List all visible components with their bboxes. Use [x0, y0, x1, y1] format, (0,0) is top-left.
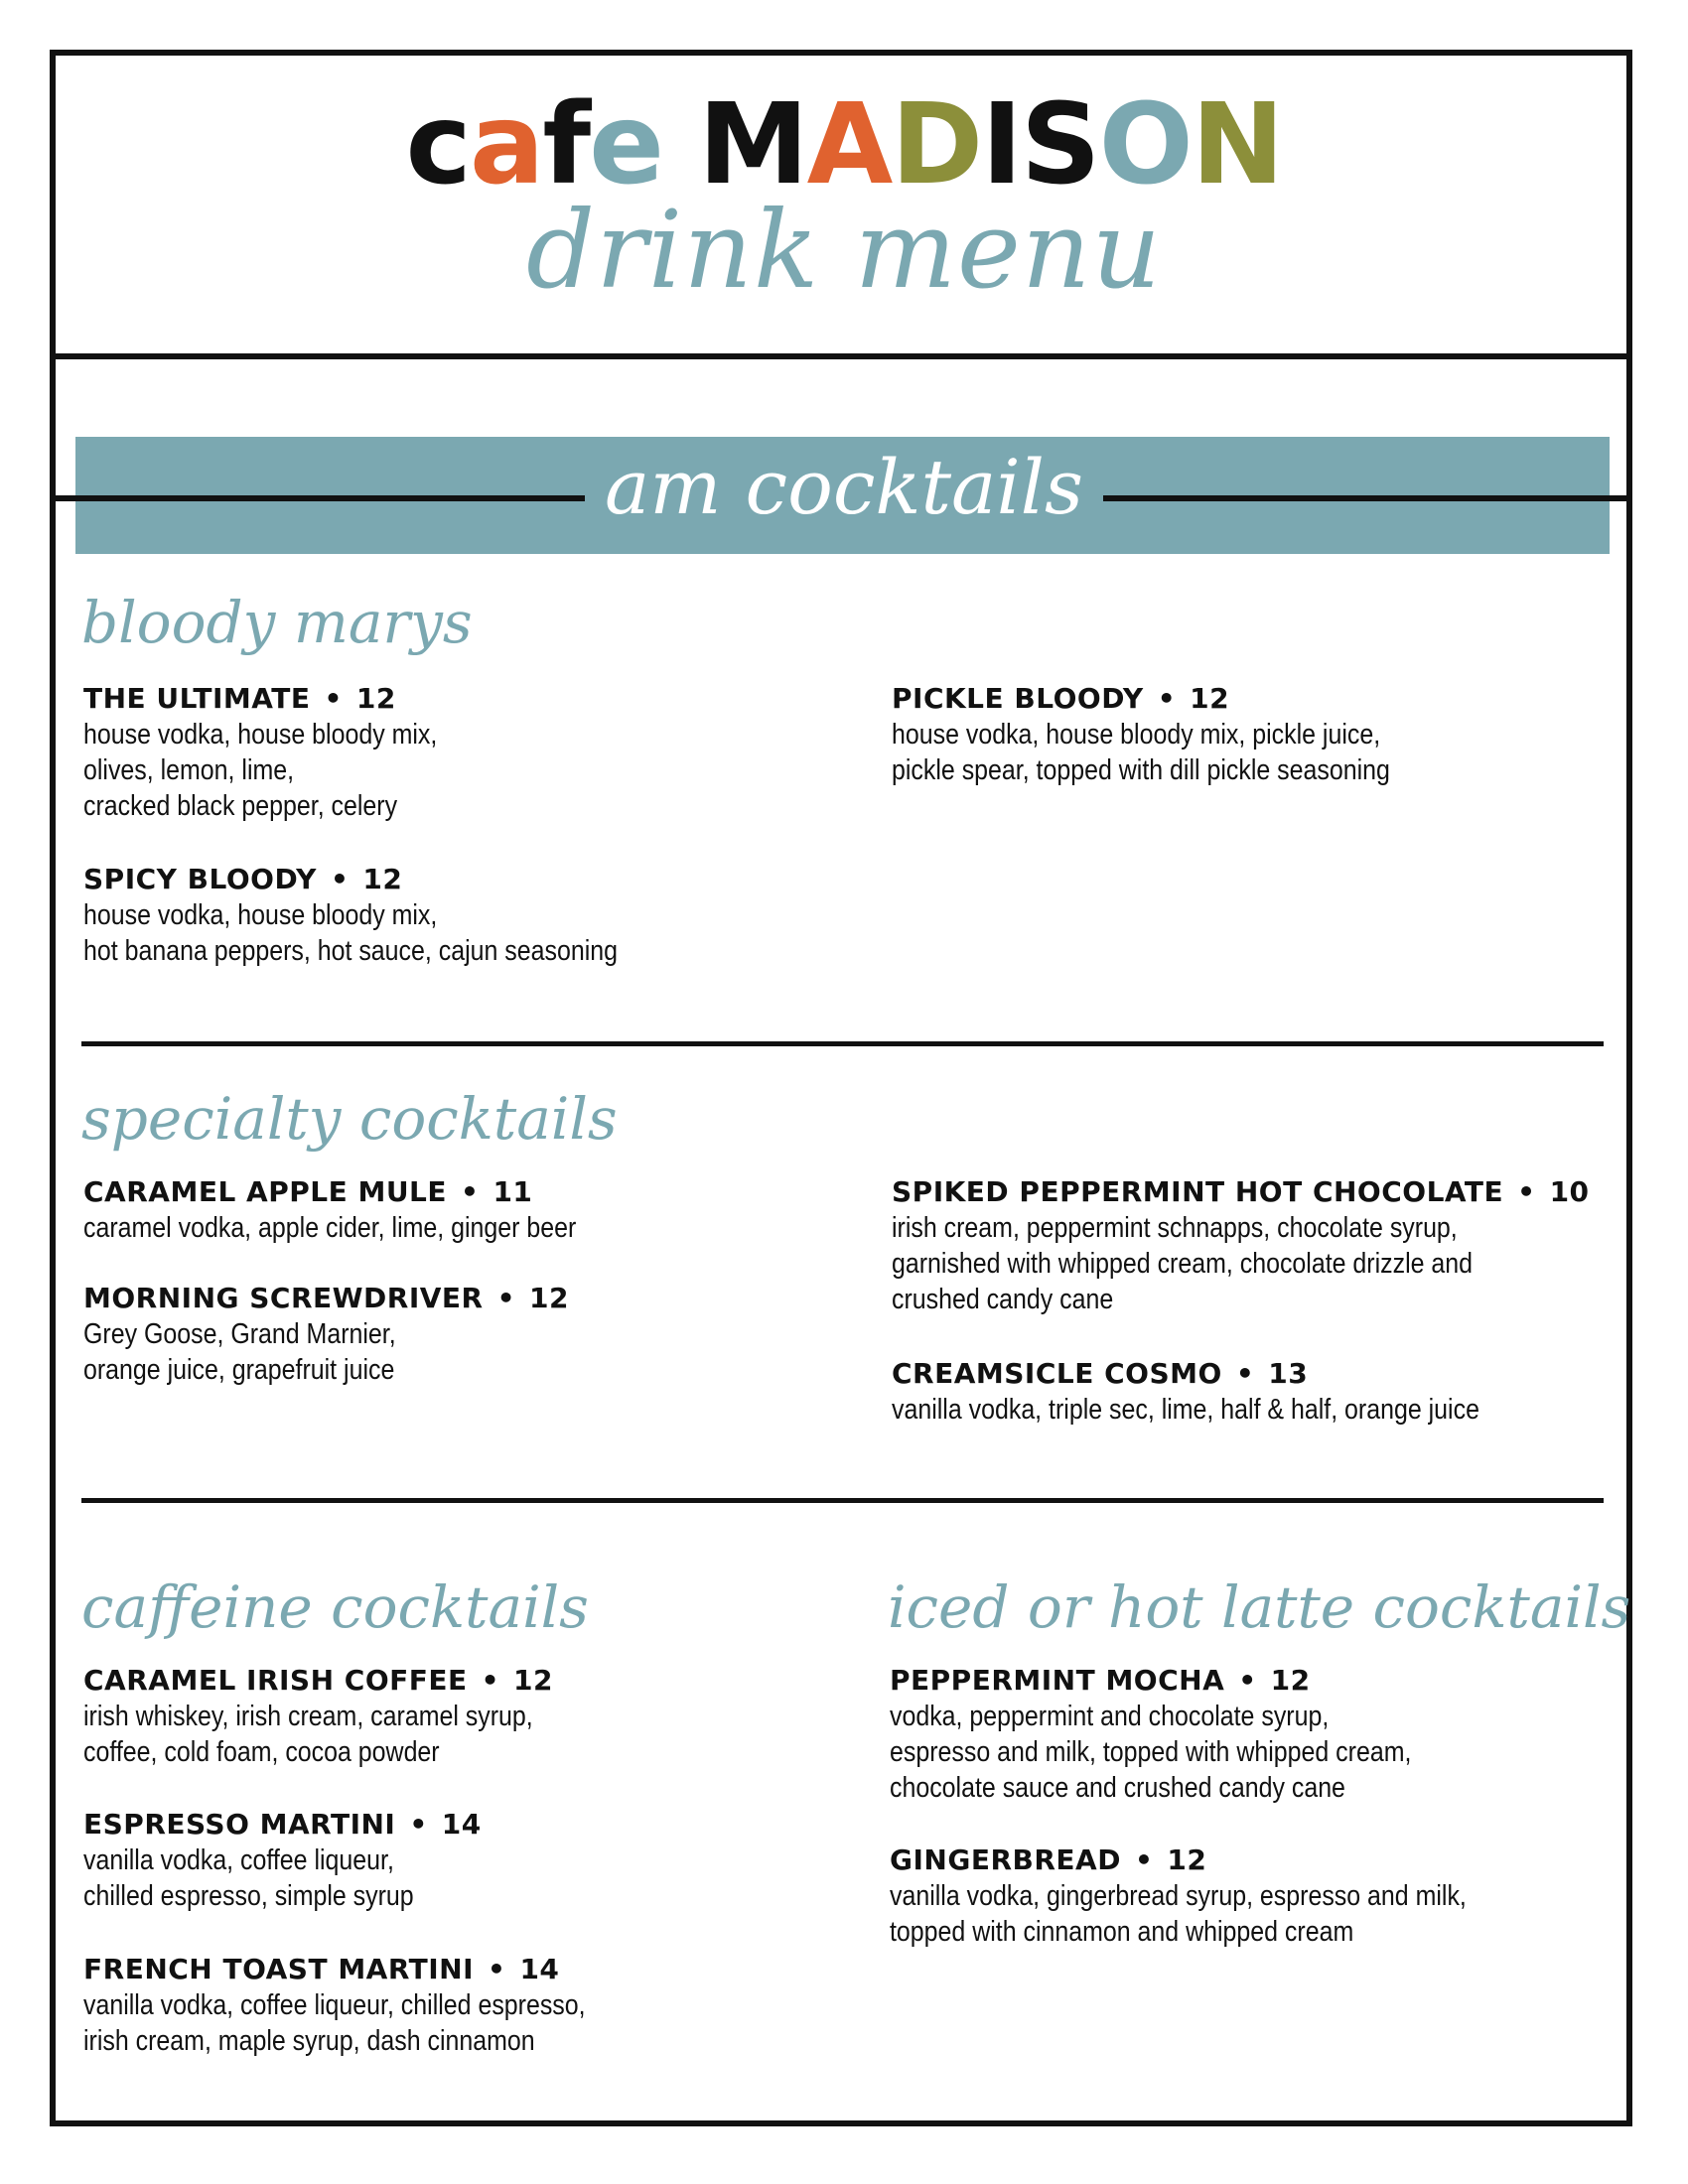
logo-letter: a	[469, 80, 543, 209]
logo-letter: c	[405, 80, 470, 209]
item-description: vanilla vodka, coffee liqueur, chilled espresso, irish cream, maple syrup, dash cinnamon	[83, 1989, 586, 2057]
section-title-specialty-cocktails: specialty cocktails	[81, 1085, 618, 1153]
section-divider	[81, 1498, 1604, 1503]
item-name: SPIKED PEPPERMINT HOT CHOCOLATE • 10	[892, 1175, 1590, 1208]
logo-letter: f	[542, 80, 590, 209]
item-description: irish whiskey, irish cream, caramel syrup, coffee, cold foam, cocoa powder	[83, 1701, 533, 1768]
menu-subtitle: drink menu	[525, 189, 1163, 313]
item-description: vanilla vodka, triple sec, lime, half & half, orange juice	[892, 1394, 1479, 1426]
menu-item	[83, 1663, 798, 1770]
logo-letter: D	[891, 80, 982, 209]
logo-letter: I	[981, 80, 1021, 209]
logo-letter: e	[589, 80, 663, 209]
item-name: PICKLE BLOODY • 12	[892, 682, 1230, 715]
menu-item	[890, 1663, 1605, 1806]
item-name: GINGERBREAD • 12	[890, 1843, 1207, 1876]
section-title-latte-cocktails: iced or hot latte cocktails	[888, 1573, 1631, 1641]
item-description: Grey Goose, Grand Marnier, orange juice, grapefruit juice	[83, 1318, 396, 1386]
item-name: ESPRESSO MARTINI • 14	[83, 1808, 482, 1841]
logo-word-cafe	[405, 80, 663, 209]
logo-letter: A	[806, 80, 892, 209]
item-name: CREAMSICLE COSMO • 13	[892, 1357, 1309, 1390]
section-title-bloody-marys: bloody marys	[81, 589, 473, 656]
item-description: vanilla vodka, gingerbread syrup, espresso and milk, topped with cinnamon and whipped cream	[890, 1880, 1467, 1948]
menu-item	[83, 1952, 798, 2059]
logo-word-madison	[698, 80, 1283, 209]
menu-item	[83, 1281, 798, 1388]
item-name: CARAMEL IRISH COFFEE • 12	[83, 1664, 554, 1697]
cafe-madison-logo	[0, 80, 1688, 209]
menu-item	[83, 1807, 798, 1914]
menu-item	[892, 1174, 1607, 1317]
menu-item	[892, 681, 1607, 788]
item-name: PEPPERMINT MOCHA • 12	[890, 1664, 1311, 1697]
item-name: SPICY BLOODY • 12	[83, 863, 403, 895]
item-description: irish cream, peppermint schnapps, chocolate syrup, garnished with whipped cream, chocolate drizzle and crushed candy cane	[892, 1212, 1474, 1315]
logo-letter: M	[698, 80, 807, 209]
item-description: vanilla vodka, coffee liqueur, chilled espresso, simple syrup	[83, 1844, 414, 1912]
menu-item	[83, 681, 798, 824]
banner-title: am cocktails	[0, 443, 1688, 531]
item-name: FRENCH TOAST MARTINI • 14	[83, 1953, 560, 1985]
menu-item	[890, 1843, 1605, 1950]
item-description: house vodka, house bloody mix, hot banana peppers, hot sauce, cajun seasoning	[83, 899, 619, 967]
item-description: house vodka, house bloody mix, olives, lemon, lime, cracked black pepper, celery	[83, 719, 438, 822]
section-divider	[81, 1041, 1604, 1046]
header-divider	[50, 353, 1632, 359]
menu-item	[892, 1356, 1607, 1428]
item-description: vodka, peppermint and chocolate syrup, espresso and milk, topped with whipped cream, chocolate sauce and crushed candy cane	[890, 1701, 1412, 1804]
item-description: caramel vodka, apple cider, lime, ginger beer	[83, 1212, 577, 1244]
section-title-caffeine-cocktails: caffeine cocktails	[81, 1573, 589, 1641]
logo-letter: O	[1098, 80, 1192, 209]
item-name: CARAMEL APPLE MULE • 11	[83, 1175, 533, 1208]
menu-item	[83, 862, 798, 969]
item-name: THE ULTIMATE • 12	[83, 682, 396, 715]
menu-item	[83, 1174, 798, 1246]
logo-letter: S	[1020, 80, 1099, 209]
item-description: house vodka, house bloody mix, pickle juice, pickle spear, topped with dill pickle seasoning	[892, 719, 1390, 786]
item-name: MORNING SCREWDRIVER • 12	[83, 1282, 569, 1314]
logo-letter: N	[1191, 80, 1283, 209]
